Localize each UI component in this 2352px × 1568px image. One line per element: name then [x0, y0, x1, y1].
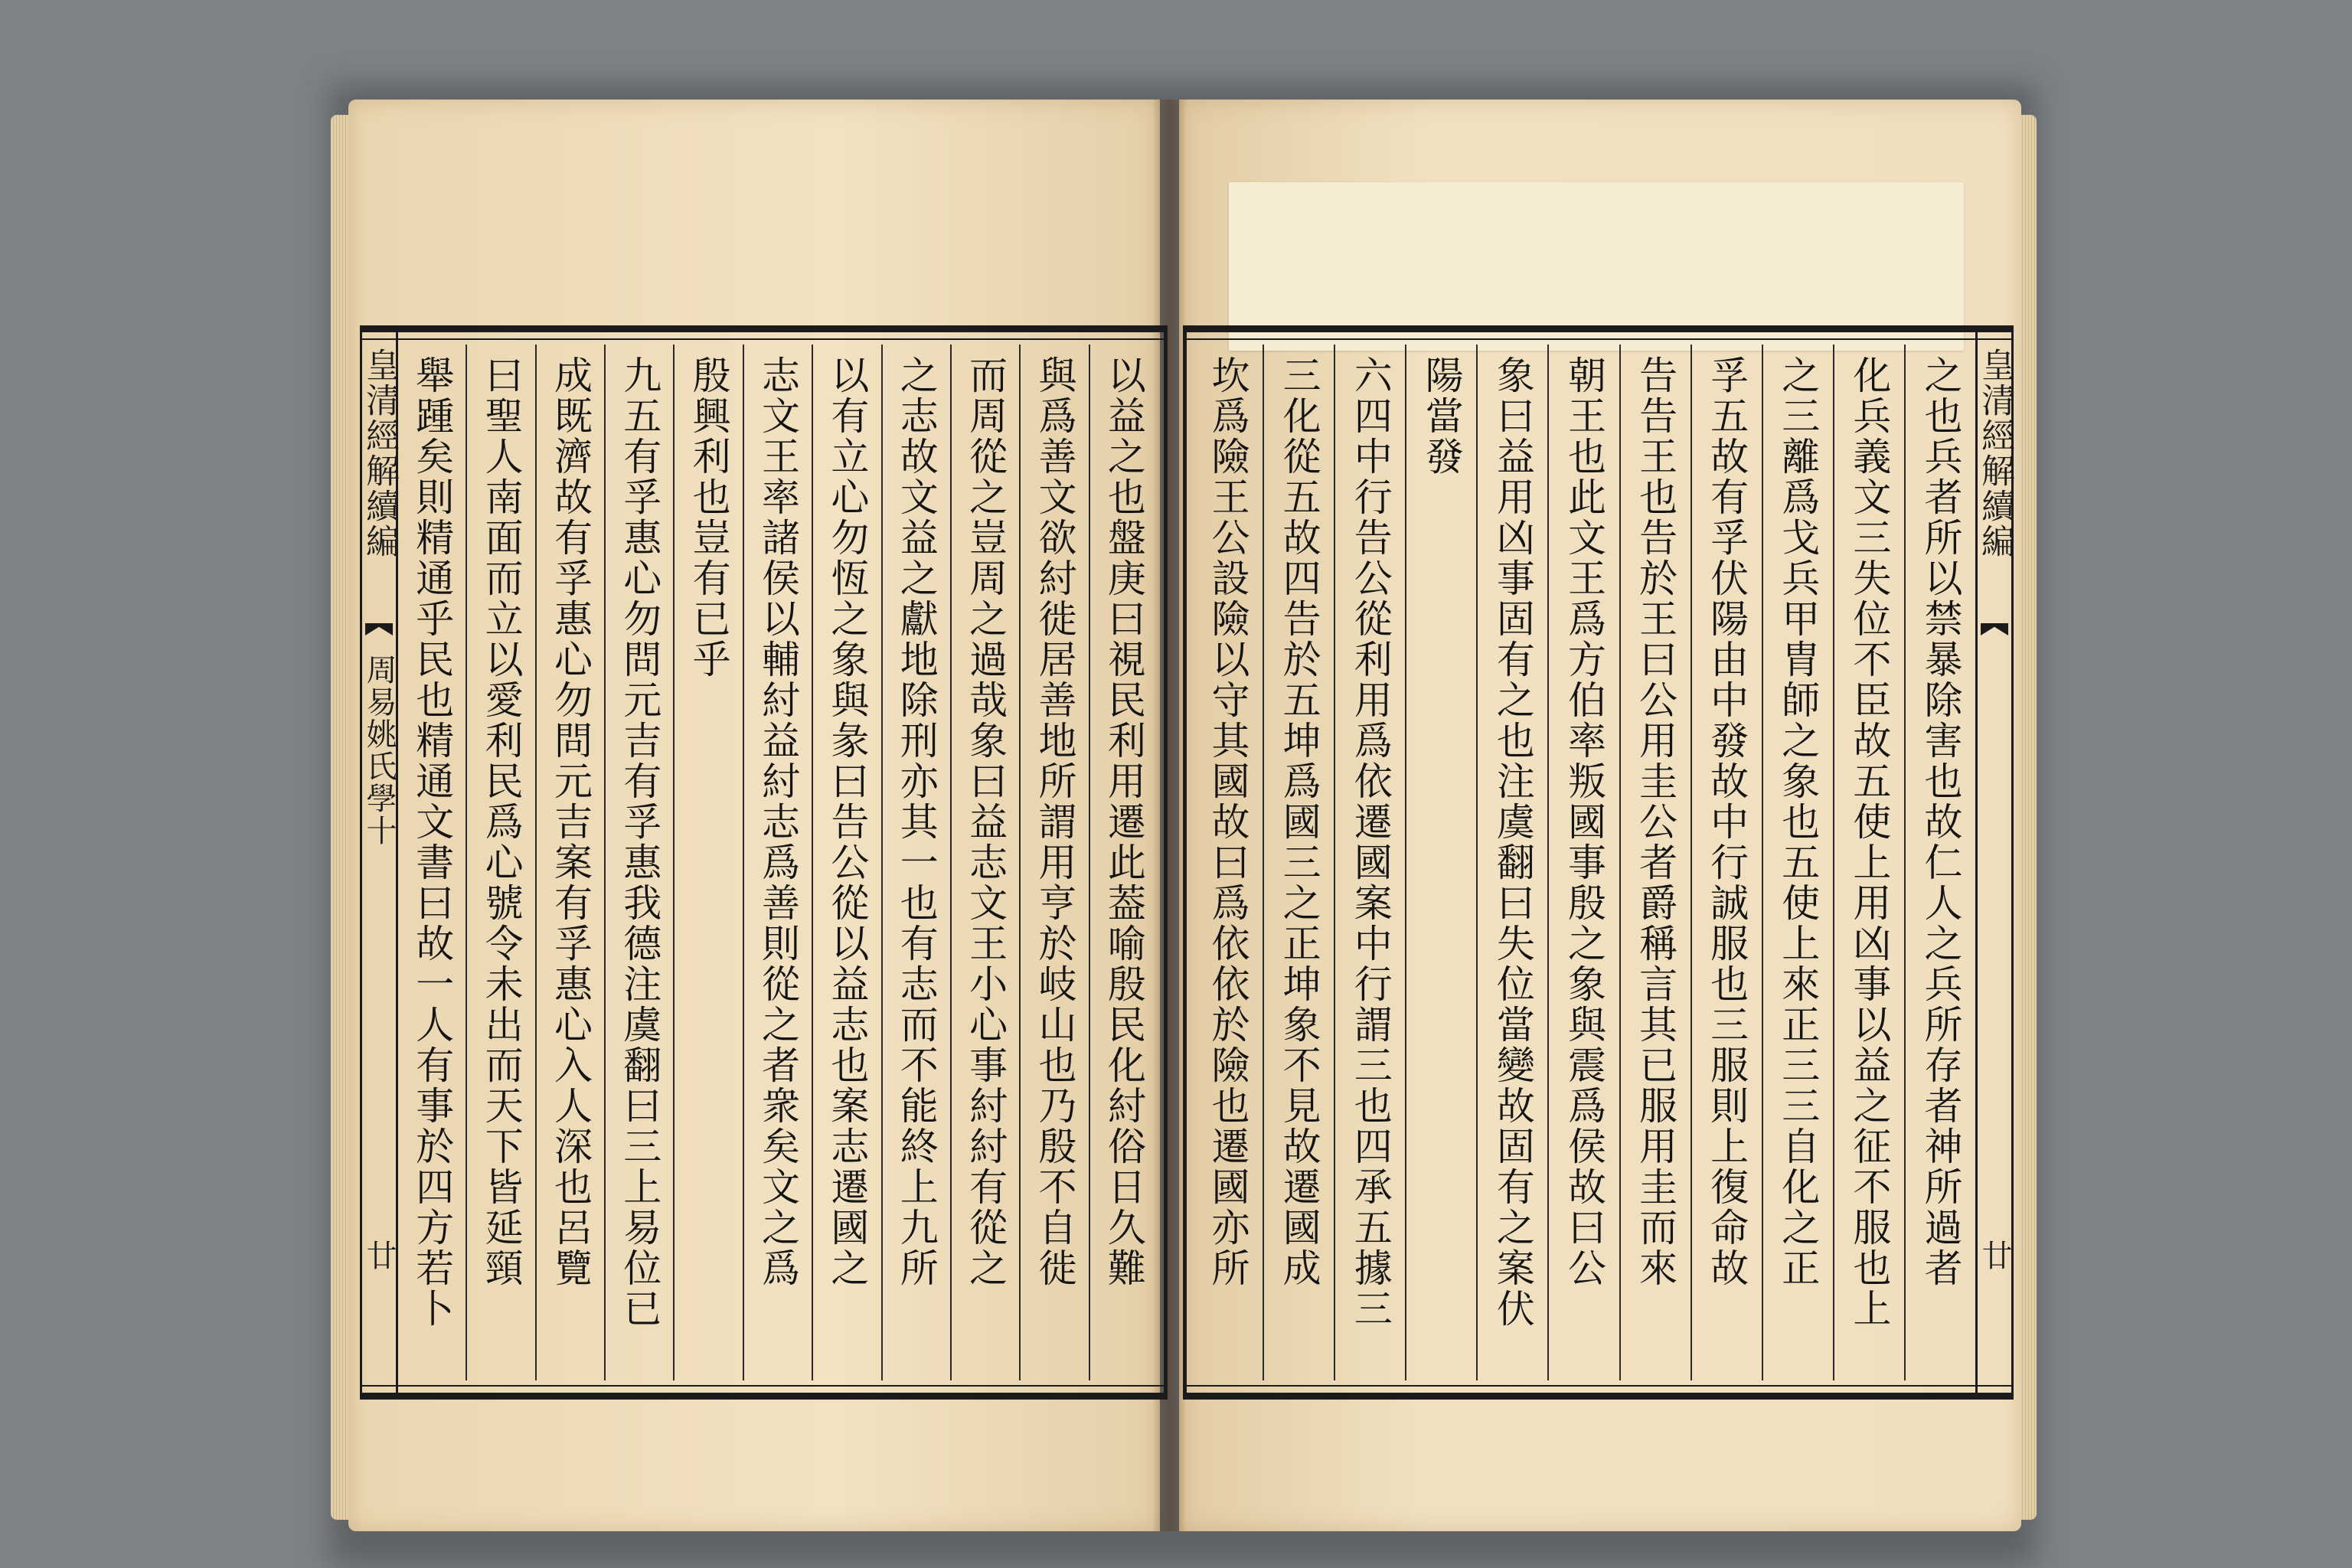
frame-inner-line-bottom — [1187, 1385, 2014, 1387]
column-text: 曰聖人南面而立以愛利民爲心號令未出而天下皆延頸 — [479, 355, 524, 1289]
right-page-text-frame — [1183, 325, 2014, 1400]
text-column — [1619, 345, 1690, 1380]
text-column — [1193, 345, 1263, 1380]
text-column — [1904, 345, 1975, 1380]
folio-number: 廿 — [1977, 1240, 2012, 1270]
fish-tail-mark — [365, 623, 393, 635]
column-text: 陽當發 — [1419, 355, 1464, 477]
text-column — [812, 345, 880, 1380]
column-text: 舉踵矣則精通乎民也精通文書曰故一人有事於四方若卜 — [410, 355, 455, 1329]
column-text: 化兵義文三失位不臣故五使上用凶事以益之征不服也上 — [1847, 355, 1892, 1329]
margin-book-title: 皇清經解續編 — [360, 348, 399, 559]
text-column — [1089, 345, 1158, 1380]
column-text: 三化從五故四告於五坤爲國三之正坤象不見故遷國成 — [1276, 355, 1321, 1289]
text-column — [398, 345, 466, 1380]
column-text: 之志故文益之獻地除刑亦其一也有志而不能終上九所 — [893, 355, 939, 1289]
column-text: 六四中行告公從利用爲依遷國案中行謂三也四承五據三 — [1348, 355, 1393, 1329]
folio-number: 廿 — [361, 1240, 397, 1270]
column-text: 象曰益用凶事固有之也注虞翻曰失位當變故固有之案伏 — [1490, 355, 1535, 1329]
text-column — [1263, 345, 1334, 1380]
column-text: 之三離爲戈兵甲胄師之象也五使上來正三三自化之正 — [1775, 355, 1821, 1289]
fish-tail-mark — [1981, 623, 2008, 635]
left-page-margin-column — [360, 332, 398, 1393]
text-column — [1762, 345, 1833, 1380]
column-text: 朝王也此文王爲方伯率叛國事殷之象與震爲侯故曰公 — [1561, 355, 1606, 1289]
text-column — [881, 345, 950, 1380]
column-text: 九五有孚惠心勿問元吉有孚惠我德注虞翻曰三上易位已 — [617, 355, 662, 1329]
text-column — [1019, 345, 1088, 1380]
text-column — [1405, 345, 1476, 1380]
text-column — [466, 345, 534, 1380]
left-page-text-frame — [360, 325, 1168, 1400]
frame-inner-line-top — [1187, 338, 2014, 340]
text-column — [1690, 345, 1762, 1380]
column-text: 以益之也盤庚曰視民利用遷此葢喻殷民化紂俗日久難 — [1101, 355, 1146, 1289]
text-column — [604, 345, 673, 1380]
column-text: 告告王也告於王曰公用圭公者爵稱言其已服用圭而來 — [1633, 355, 1678, 1289]
column-text: 志文王率諸侯以輔紂益紂志爲善則從之者衆矣文之爲 — [756, 355, 801, 1289]
right-page-margin-column — [1975, 332, 2014, 1393]
text-column — [1476, 345, 1547, 1380]
frame-inner-line-top — [360, 338, 1164, 340]
column-text: 成既濟故有孚惠心勿問元吉案有孚惠心入人深也呂覽 — [547, 355, 593, 1289]
column-text: 與爲善文欲紂徙居善地所謂用亨於岐山也乃殷不自徙 — [1032, 355, 1077, 1289]
column-text: 而周從之豈周之過哉象曰益志文王小心事紂紂有從之 — [963, 355, 1008, 1289]
text-column — [1547, 345, 1619, 1380]
text-column — [950, 345, 1019, 1380]
right-page-text-columns — [1193, 345, 1975, 1380]
column-text: 殷興利也豈有已乎 — [686, 355, 731, 680]
text-column — [673, 345, 742, 1380]
margin-chapter-title: 周易姚氏學十 — [361, 654, 397, 847]
column-text: 之也兵者所以禁暴除害也故仁人之兵所存者神所過者 — [1918, 355, 1963, 1289]
column-text: 坎爲險王公設險以守其國故曰爲依依於險也遷國亦所 — [1205, 355, 1250, 1289]
text-column — [1334, 345, 1405, 1380]
left-page-text-columns — [398, 345, 1158, 1380]
text-column — [535, 345, 604, 1380]
frame-inner-line-bottom — [360, 1385, 1164, 1387]
text-column — [743, 345, 812, 1380]
column-text: 孚五故有孚伏陽由中發故中行誠服也三服則上復命故 — [1704, 355, 1749, 1289]
column-text: 以有立心勿恆之象與彖曰告公從以益志也案志遷國之 — [825, 355, 870, 1289]
margin-book-title: 皇清經解續編 — [1975, 348, 2014, 559]
text-column — [1833, 345, 1904, 1380]
